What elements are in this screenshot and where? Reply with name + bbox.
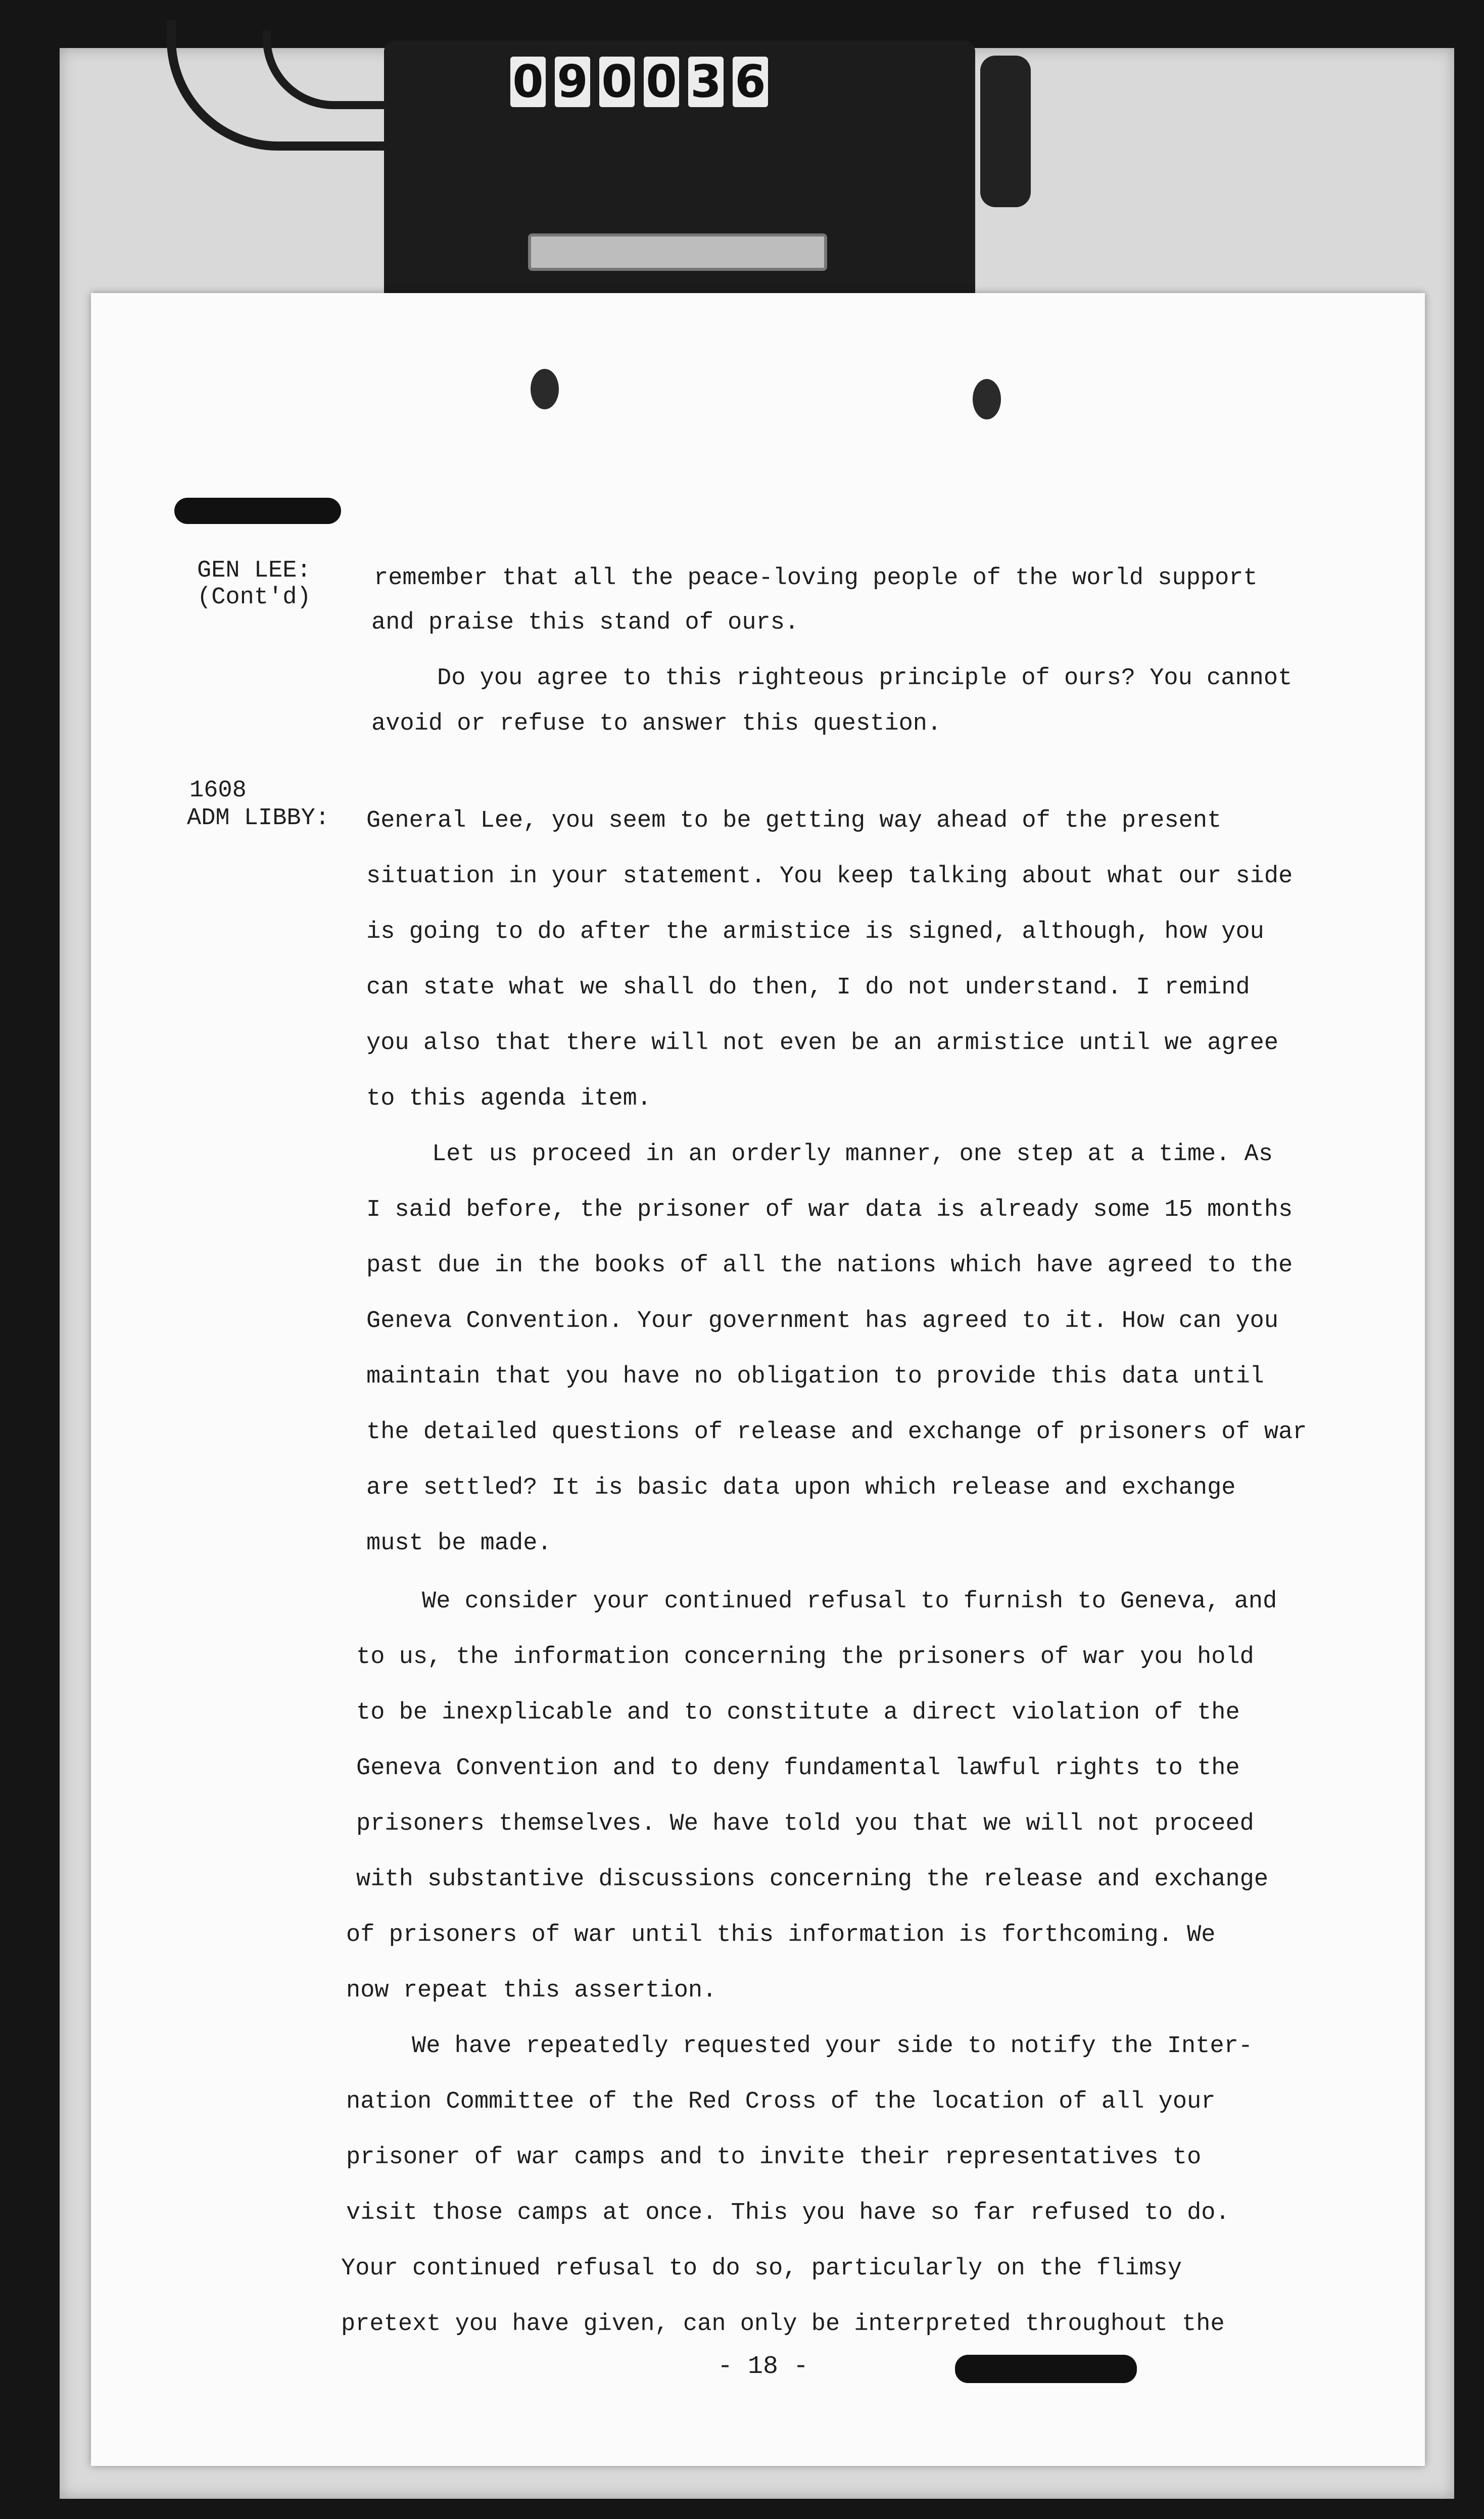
text-line: avoid or refuse to answer this question. (371, 710, 942, 737)
punch-hole (531, 369, 559, 409)
counter-digit: 9 (555, 57, 590, 107)
text-line: can state what we shall do then, I do not understand. I remind (366, 974, 1250, 1001)
counter-digit: 0 (599, 57, 635, 107)
text-line: I said before, the prisoner of war data is already some 15 months (366, 1197, 1293, 1223)
document-page (91, 293, 1425, 2466)
text-line: Geneva Convention. Your government has agreed to it. How can you (366, 1308, 1279, 1335)
counter-digit: 6 (733, 57, 768, 107)
text-line: are settled? It is basic data upon which release and exchange (366, 1475, 1236, 1501)
text-line: prisoner of war camps and to invite their representatives to (346, 2144, 1202, 2171)
counter-digit: 0 (644, 57, 679, 107)
text-line: is going to do after the armistice is signed, although, how you (366, 919, 1264, 945)
text-line: of prisoners of war until this information is forthcoming. We (346, 1922, 1216, 1948)
text-line: to be inexplicable and to constitute a direct violation of the (356, 1699, 1240, 1726)
text-line: Your continued refusal to do so, particularly on the flimsy (341, 2255, 1182, 2282)
text-line: must be made. (366, 1530, 552, 1557)
speaker-label-gen-lee: GEN LEE: (197, 557, 311, 584)
redaction-mark (955, 2355, 1137, 2383)
text-line: We have repeatedly requested your side to notify the Inter- (412, 2033, 1253, 2060)
text-line: pretext you have given, can only be interpreted throughout the (341, 2311, 1225, 2338)
text-line: with substantive discussions concerning the release and exchange (356, 1866, 1269, 1893)
counter-plate (528, 233, 827, 271)
counter-digit: 3 (688, 57, 724, 107)
counter-knob (980, 56, 1031, 207)
text-line: We consider your continued refusal to furnish to Geneva, and (422, 1588, 1277, 1615)
text-line: Do you agree to this righteous principle of ours? You cannot (437, 665, 1292, 692)
text-line: Let us proceed in an orderly manner, one step at a time. As (432, 1141, 1273, 1168)
speaker-label-adm-libby: ADM LIBBY: (187, 805, 330, 832)
text-line: situation in your statement. You keep talking about what our side (366, 863, 1293, 890)
text-line: to us, the information concerning the prisoners of war you hold (356, 1644, 1254, 1671)
counter-digit: 0 (510, 57, 546, 107)
text-line: to this agenda item. (366, 1085, 652, 1112)
speaker-continued-label: (Cont'd) (197, 584, 311, 611)
redaction-mark (174, 498, 341, 524)
frame-counter-display (510, 57, 768, 107)
text-line: past due in the books of all the nations which have agreed to the (366, 1252, 1293, 1279)
timestamp-label: 1608 (189, 777, 247, 804)
text-line: General Lee, you seem to be getting way ahead of the present (366, 807, 1222, 834)
text-line: you also that there will not even be an armistice until we agree (366, 1030, 1279, 1057)
text-line: remember that all the peace-loving people of the world support (374, 565, 1258, 592)
text-line: nation Committee of the Red Cross of the location of all your (346, 2088, 1216, 2115)
text-line: maintain that you have no obligation to provide this data until (366, 1363, 1264, 1390)
text-line: Geneva Convention and to deny fundamental lawful rights to the (356, 1755, 1240, 1782)
text-line: prisoners themselves. We have told you that we will not proceed (356, 1811, 1254, 1837)
text-line: visit those camps at once. This you have so far refused to do. (346, 2200, 1230, 2226)
punch-hole (973, 379, 1001, 419)
text-line: and praise this stand of ours. (371, 609, 799, 636)
text-line: the detailed questions of release and exchange of prisoners of war (366, 1419, 1307, 1446)
text-line: now repeat this assertion. (346, 1977, 717, 2004)
page-number: - 18 - (717, 2352, 809, 2381)
